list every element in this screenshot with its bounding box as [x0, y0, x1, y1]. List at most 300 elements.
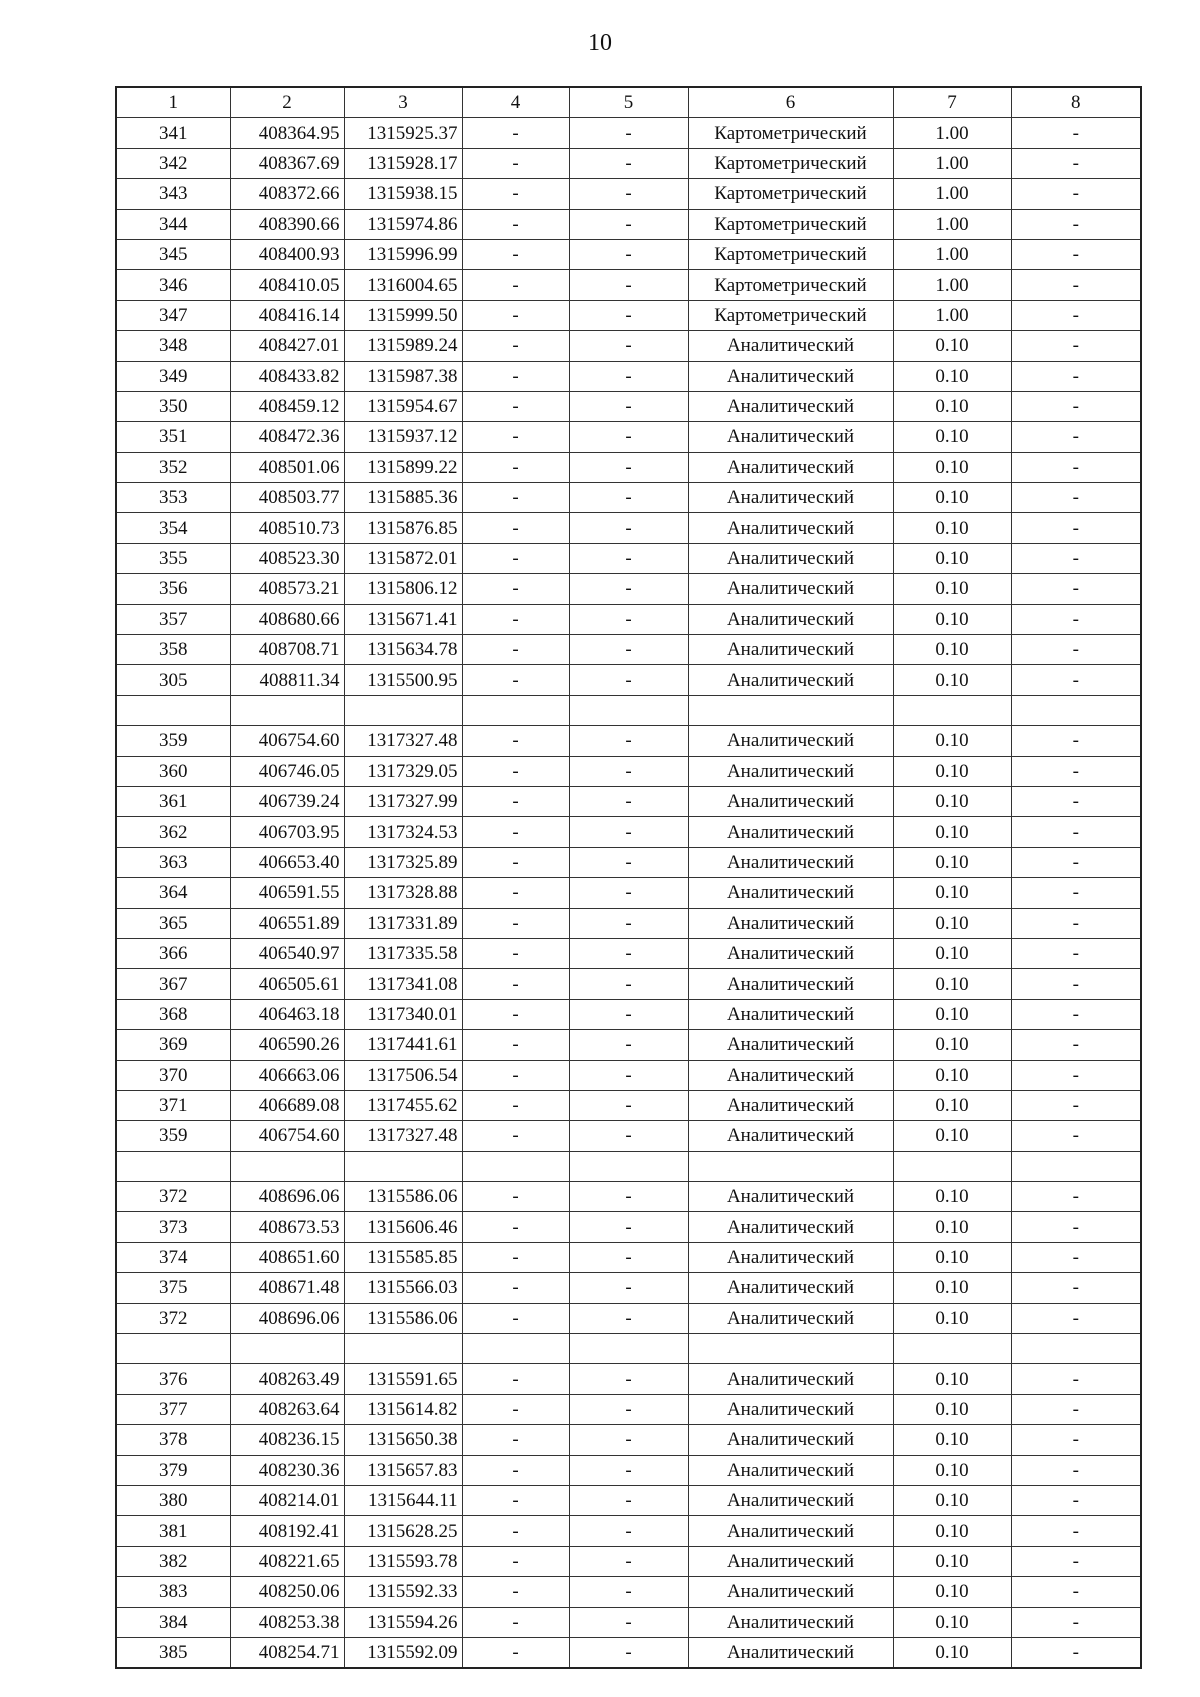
table-cell: - — [462, 1455, 569, 1485]
table-cell: 1317341.08 — [344, 969, 462, 999]
table-cell: - — [569, 1182, 688, 1212]
table-row — [116, 1577, 1141, 1607]
table-cell: - — [1011, 1090, 1141, 1120]
table-cell: 0.10 — [893, 543, 1011, 573]
table-cell — [893, 1151, 1011, 1181]
table-row — [116, 847, 1141, 877]
table-cell: 0.10 — [893, 908, 1011, 938]
table-cell: - — [462, 1425, 569, 1455]
table-cell: - — [1011, 1182, 1141, 1212]
table-cell: Картометрический — [688, 148, 893, 178]
table-cell: 408427.01 — [230, 331, 344, 361]
table-cell: 385 — [116, 1637, 230, 1668]
table-cell: 0.10 — [893, 938, 1011, 968]
table-cell: - — [569, 1394, 688, 1424]
table-cell: - — [1011, 938, 1141, 968]
table-row — [116, 969, 1141, 999]
table-cell: 0.10 — [893, 1425, 1011, 1455]
table-cell: 408811.34 — [230, 665, 344, 695]
table-cell: 406505.61 — [230, 969, 344, 999]
table-cell: 1315585.85 — [344, 1242, 462, 1272]
table-cell: - — [462, 726, 569, 756]
table-cell: 359 — [116, 726, 230, 756]
table-cell: - — [569, 209, 688, 239]
table-cell: 0.10 — [893, 1182, 1011, 1212]
table-cell: 1315899.22 — [344, 452, 462, 482]
table-cell: 0.10 — [893, 1030, 1011, 1060]
table-cell: 408673.53 — [230, 1212, 344, 1242]
table-row — [116, 999, 1141, 1029]
table-cell: 1316004.65 — [344, 270, 462, 300]
table-cell: 408390.66 — [230, 209, 344, 239]
table-cell: 354 — [116, 513, 230, 543]
table-cell: Аналитический — [688, 635, 893, 665]
table-row — [116, 1637, 1141, 1668]
table-cell: 349 — [116, 361, 230, 391]
table-cell: 377 — [116, 1394, 230, 1424]
table-row — [116, 452, 1141, 482]
table-cell: - — [462, 1303, 569, 1333]
table-cell: - — [1011, 361, 1141, 391]
table-cell: 408459.12 — [230, 391, 344, 421]
table-cell: - — [462, 239, 569, 269]
table-cell: 382 — [116, 1546, 230, 1576]
table-cell: - — [462, 908, 569, 938]
table-cell: 1315644.11 — [344, 1485, 462, 1515]
table-row — [116, 635, 1141, 665]
table-cell: - — [1011, 1607, 1141, 1637]
table-cell: Картометрический — [688, 300, 893, 330]
table-cell: 406739.24 — [230, 786, 344, 816]
table-cell: - — [1011, 179, 1141, 209]
table-cell: 367 — [116, 969, 230, 999]
table-cell: Аналитический — [688, 422, 893, 452]
table-cell: 408372.66 — [230, 179, 344, 209]
table-cell: Аналитический — [688, 574, 893, 604]
table-cell: 408410.05 — [230, 270, 344, 300]
table-cell: 406703.95 — [230, 817, 344, 847]
table-row — [116, 1334, 1141, 1364]
table-cell: 0.10 — [893, 1516, 1011, 1546]
table-cell: - — [1011, 452, 1141, 482]
table-header-row — [116, 87, 1141, 118]
table-cell: 0.10 — [893, 726, 1011, 756]
table-cell: Аналитический — [688, 1516, 893, 1546]
table-cell — [1011, 1334, 1141, 1364]
table-cell: - — [462, 1546, 569, 1576]
table-cell: 344 — [116, 209, 230, 239]
table-cell: - — [569, 969, 688, 999]
table-row — [116, 786, 1141, 816]
table-cell: 408501.06 — [230, 452, 344, 482]
table-cell: 408263.49 — [230, 1364, 344, 1394]
table-cell: 408254.71 — [230, 1637, 344, 1668]
table-cell: 359 — [116, 1121, 230, 1151]
table-cell: - — [1011, 483, 1141, 513]
table-cell: - — [462, 817, 569, 847]
table-cell: 0.10 — [893, 391, 1011, 421]
table-cell: - — [1011, 1577, 1141, 1607]
table-cell — [344, 1151, 462, 1181]
table-cell — [893, 695, 1011, 725]
table-cell: 1315671.41 — [344, 604, 462, 634]
table-cell: - — [1011, 1060, 1141, 1090]
table-cell: 341 — [116, 118, 230, 148]
table-cell: 1317325.89 — [344, 847, 462, 877]
table-cell — [688, 1151, 893, 1181]
table-cell: - — [1011, 1273, 1141, 1303]
table-cell: - — [569, 270, 688, 300]
table-cell: 0.10 — [893, 1121, 1011, 1151]
table-cell: - — [569, 1273, 688, 1303]
table-row — [116, 1546, 1141, 1576]
table-cell — [569, 1151, 688, 1181]
table-cell: 1317328.88 — [344, 878, 462, 908]
table-cell: - — [462, 1364, 569, 1394]
table-cell: 1315925.37 — [344, 118, 462, 148]
table-cell: 1315938.15 — [344, 179, 462, 209]
table-cell: - — [569, 1455, 688, 1485]
table-cell: 408253.38 — [230, 1607, 344, 1637]
table-cell: 0.10 — [893, 1212, 1011, 1242]
table-cell: 0.10 — [893, 422, 1011, 452]
table-cell: - — [1011, 422, 1141, 452]
table-cell: 408214.01 — [230, 1485, 344, 1515]
table-cell: - — [462, 209, 569, 239]
table-cell — [230, 1334, 344, 1364]
header-cell: 6 — [688, 87, 893, 118]
table-cell: 408573.21 — [230, 574, 344, 604]
table-cell: 1315586.06 — [344, 1182, 462, 1212]
table-cell: - — [462, 361, 569, 391]
table-cell: - — [1011, 635, 1141, 665]
table-row — [116, 422, 1141, 452]
header-cell: 5 — [569, 87, 688, 118]
table-cell: 0.10 — [893, 999, 1011, 1029]
table-cell: - — [569, 1607, 688, 1637]
table-cell: 1315566.03 — [344, 1273, 462, 1303]
table-cell: - — [1011, 300, 1141, 330]
table-row — [116, 1425, 1141, 1455]
table-cell: - — [1011, 665, 1141, 695]
table-cell: 0.10 — [893, 786, 1011, 816]
table-cell: 1315954.67 — [344, 391, 462, 421]
table-cell: - — [1011, 726, 1141, 756]
table-cell: 408671.48 — [230, 1273, 344, 1303]
table-cell: 378 — [116, 1425, 230, 1455]
table-cell: 1.00 — [893, 209, 1011, 239]
table-cell: - — [569, 513, 688, 543]
table-cell: 355 — [116, 543, 230, 573]
table-cell: - — [569, 1516, 688, 1546]
table-cell: - — [569, 1303, 688, 1333]
header-cell: 3 — [344, 87, 462, 118]
table-cell — [688, 1334, 893, 1364]
table-cell: - — [569, 604, 688, 634]
table-row — [116, 1455, 1141, 1485]
table-cell: - — [569, 452, 688, 482]
table-cell: Аналитический — [688, 665, 893, 695]
table-row — [116, 574, 1141, 604]
table-cell: - — [569, 938, 688, 968]
table-cell: - — [1011, 999, 1141, 1029]
table-cell: 373 — [116, 1212, 230, 1242]
table-cell: - — [569, 1030, 688, 1060]
table-cell: 408250.06 — [230, 1577, 344, 1607]
table-cell: 1315806.12 — [344, 574, 462, 604]
table-row — [116, 148, 1141, 178]
table-cell: - — [462, 878, 569, 908]
table-cell: - — [462, 391, 569, 421]
table-cell: 357 — [116, 604, 230, 634]
table-cell: - — [569, 908, 688, 938]
table-cell: - — [1011, 1546, 1141, 1576]
table-cell: - — [462, 422, 569, 452]
table-cell: - — [569, 999, 688, 1029]
header-cell: 2 — [230, 87, 344, 118]
table-cell — [462, 1334, 569, 1364]
header-cell: 1 — [116, 87, 230, 118]
table-cell: 384 — [116, 1607, 230, 1637]
table-cell: - — [462, 1060, 569, 1090]
table-cell: Аналитический — [688, 1090, 893, 1120]
table-cell: Аналитический — [688, 483, 893, 513]
table-cell: Аналитический — [688, 361, 893, 391]
table-cell: - — [569, 1364, 688, 1394]
table-body — [116, 118, 1141, 1668]
table-cell: 1315928.17 — [344, 148, 462, 178]
table-cell: - — [462, 452, 569, 482]
table-cell: 348 — [116, 331, 230, 361]
table-cell: Аналитический — [688, 1455, 893, 1485]
table-row — [116, 1303, 1141, 1333]
table-cell: 0.10 — [893, 1364, 1011, 1394]
table-cell: Аналитический — [688, 908, 893, 938]
table-cell: 383 — [116, 1577, 230, 1607]
table-cell: 0.10 — [893, 635, 1011, 665]
table-cell: 381 — [116, 1516, 230, 1546]
table-row — [116, 938, 1141, 968]
table-cell: - — [569, 483, 688, 513]
table-cell: - — [462, 1121, 569, 1151]
table-cell: Аналитический — [688, 1364, 893, 1394]
table-cell: - — [569, 1121, 688, 1151]
table-cell: - — [1011, 1303, 1141, 1333]
table-cell: - — [462, 999, 569, 1029]
table-cell: 1315872.01 — [344, 543, 462, 573]
table-cell: - — [1011, 1485, 1141, 1515]
table-cell: - — [1011, 1425, 1141, 1455]
table-cell: 345 — [116, 239, 230, 269]
table-cell: - — [569, 1242, 688, 1272]
table-cell: 0.10 — [893, 1546, 1011, 1576]
table-cell: 358 — [116, 635, 230, 665]
table-cell: - — [462, 969, 569, 999]
table-cell: - — [569, 148, 688, 178]
table-cell: 408680.66 — [230, 604, 344, 634]
table-cell: 1317327.99 — [344, 786, 462, 816]
table-cell: 375 — [116, 1273, 230, 1303]
table-cell: - — [1011, 878, 1141, 908]
table-cell: 350 — [116, 391, 230, 421]
table-cell: 1315999.50 — [344, 300, 462, 330]
table-cell: 408364.95 — [230, 118, 344, 148]
table-cell: 408192.41 — [230, 1516, 344, 1546]
table-cell: - — [569, 1060, 688, 1090]
table-row — [116, 1060, 1141, 1090]
table-row — [116, 1182, 1141, 1212]
table-cell: 408696.06 — [230, 1303, 344, 1333]
table-cell: - — [1011, 543, 1141, 573]
table-cell: - — [569, 1485, 688, 1515]
table-cell: 1315987.38 — [344, 361, 462, 391]
table-cell: Картометрический — [688, 270, 893, 300]
table-cell: 1317324.53 — [344, 817, 462, 847]
table-cell: - — [462, 756, 569, 786]
table-cell: Аналитический — [688, 786, 893, 816]
table-cell: 1315628.25 — [344, 1516, 462, 1546]
table-cell — [116, 695, 230, 725]
table-cell: Аналитический — [688, 604, 893, 634]
table-cell: 1317327.48 — [344, 726, 462, 756]
table-cell: Аналитический — [688, 391, 893, 421]
table-cell: 1315937.12 — [344, 422, 462, 452]
table-cell: - — [462, 1485, 569, 1515]
table-cell: - — [462, 148, 569, 178]
table-cell: 0.10 — [893, 1577, 1011, 1607]
table-cell: 372 — [116, 1182, 230, 1212]
table-cell: - — [1011, 969, 1141, 999]
table-row — [116, 543, 1141, 573]
table-cell: - — [462, 1607, 569, 1637]
table-cell: - — [569, 1212, 688, 1242]
table-cell: 1317331.89 — [344, 908, 462, 938]
table-cell: 408708.71 — [230, 635, 344, 665]
table-cell: Картометрический — [688, 239, 893, 269]
table-cell: 1315650.38 — [344, 1425, 462, 1455]
table-cell: Картометрический — [688, 179, 893, 209]
table-cell: Аналитический — [688, 1394, 893, 1424]
table-cell: - — [462, 786, 569, 816]
table-cell: 1.00 — [893, 270, 1011, 300]
table-cell: 0.10 — [893, 483, 1011, 513]
table-cell: 0.10 — [893, 847, 1011, 877]
table-cell: 408367.69 — [230, 148, 344, 178]
table-cell: 1317441.61 — [344, 1030, 462, 1060]
table-cell: 408230.36 — [230, 1455, 344, 1485]
table-row — [116, 331, 1141, 361]
table-cell: Аналитический — [688, 726, 893, 756]
table-row — [116, 908, 1141, 938]
table-cell: 372 — [116, 1303, 230, 1333]
table-cell: - — [569, 239, 688, 269]
table-cell: Аналитический — [688, 1242, 893, 1272]
table-cell — [893, 1334, 1011, 1364]
table-cell: 0.10 — [893, 513, 1011, 543]
table-cell: Аналитический — [688, 1637, 893, 1668]
table-cell: 1315876.85 — [344, 513, 462, 543]
table-cell: - — [1011, 209, 1141, 239]
table-cell: Аналитический — [688, 1485, 893, 1515]
table-cell: 364 — [116, 878, 230, 908]
table-cell: - — [1011, 148, 1141, 178]
table-cell: - — [569, 635, 688, 665]
table-row — [116, 1364, 1141, 1394]
table-cell: - — [569, 331, 688, 361]
table-cell: - — [462, 1577, 569, 1607]
table-cell: 380 — [116, 1485, 230, 1515]
table-row — [116, 604, 1141, 634]
table-row — [116, 300, 1141, 330]
table-row — [116, 118, 1141, 148]
table-cell: 0.10 — [893, 1273, 1011, 1303]
table-cell: - — [1011, 391, 1141, 421]
table-cell: 408696.06 — [230, 1182, 344, 1212]
table-cell: 408510.73 — [230, 513, 344, 543]
coordinates-table — [115, 86, 1142, 1669]
table-cell: - — [462, 118, 569, 148]
table-cell: - — [462, 1516, 569, 1546]
table-cell: 1317329.05 — [344, 756, 462, 786]
table-cell — [116, 1151, 230, 1181]
table-cell: 342 — [116, 148, 230, 178]
table-cell: Картометрический — [688, 118, 893, 148]
table-cell: - — [569, 726, 688, 756]
table-cell: - — [1011, 1516, 1141, 1546]
table-cell: 0.10 — [893, 1303, 1011, 1333]
table-cell: 0.10 — [893, 1060, 1011, 1090]
table-row — [116, 391, 1141, 421]
table-cell: - — [462, 604, 569, 634]
table-row — [116, 361, 1141, 391]
table-cell: - — [462, 1030, 569, 1060]
table-cell: - — [462, 1212, 569, 1242]
table-cell: 305 — [116, 665, 230, 695]
table-cell: - — [1011, 1212, 1141, 1242]
table-row — [116, 1151, 1141, 1181]
table-cell: 406754.60 — [230, 726, 344, 756]
table-cell: - — [569, 300, 688, 330]
table-cell: Аналитический — [688, 1303, 893, 1333]
table-cell: Аналитический — [688, 543, 893, 573]
table-cell: 371 — [116, 1090, 230, 1120]
table-cell — [462, 1151, 569, 1181]
table-cell: 360 — [116, 756, 230, 786]
table-row — [116, 726, 1141, 756]
table-cell: 0.10 — [893, 331, 1011, 361]
table-cell: 1.00 — [893, 148, 1011, 178]
table-cell — [230, 1151, 344, 1181]
table-cell: - — [1011, 1637, 1141, 1668]
table-cell: 1317335.58 — [344, 938, 462, 968]
table-cell: Аналитический — [688, 1060, 893, 1090]
table-cell — [230, 695, 344, 725]
table-cell: - — [569, 118, 688, 148]
table-cell: Аналитический — [688, 1577, 893, 1607]
table-cell: 369 — [116, 1030, 230, 1060]
table-cell: - — [462, 938, 569, 968]
table-cell: 1315606.46 — [344, 1212, 462, 1242]
table-cell: - — [1011, 1455, 1141, 1485]
table-cell: 361 — [116, 786, 230, 816]
table-cell: 0.10 — [893, 1090, 1011, 1120]
table-cell: - — [1011, 1121, 1141, 1151]
table-cell: Аналитический — [688, 513, 893, 543]
table-cell: - — [569, 1090, 688, 1120]
table-row — [116, 1485, 1141, 1515]
table-cell: - — [569, 1577, 688, 1607]
table-cell: - — [1011, 847, 1141, 877]
